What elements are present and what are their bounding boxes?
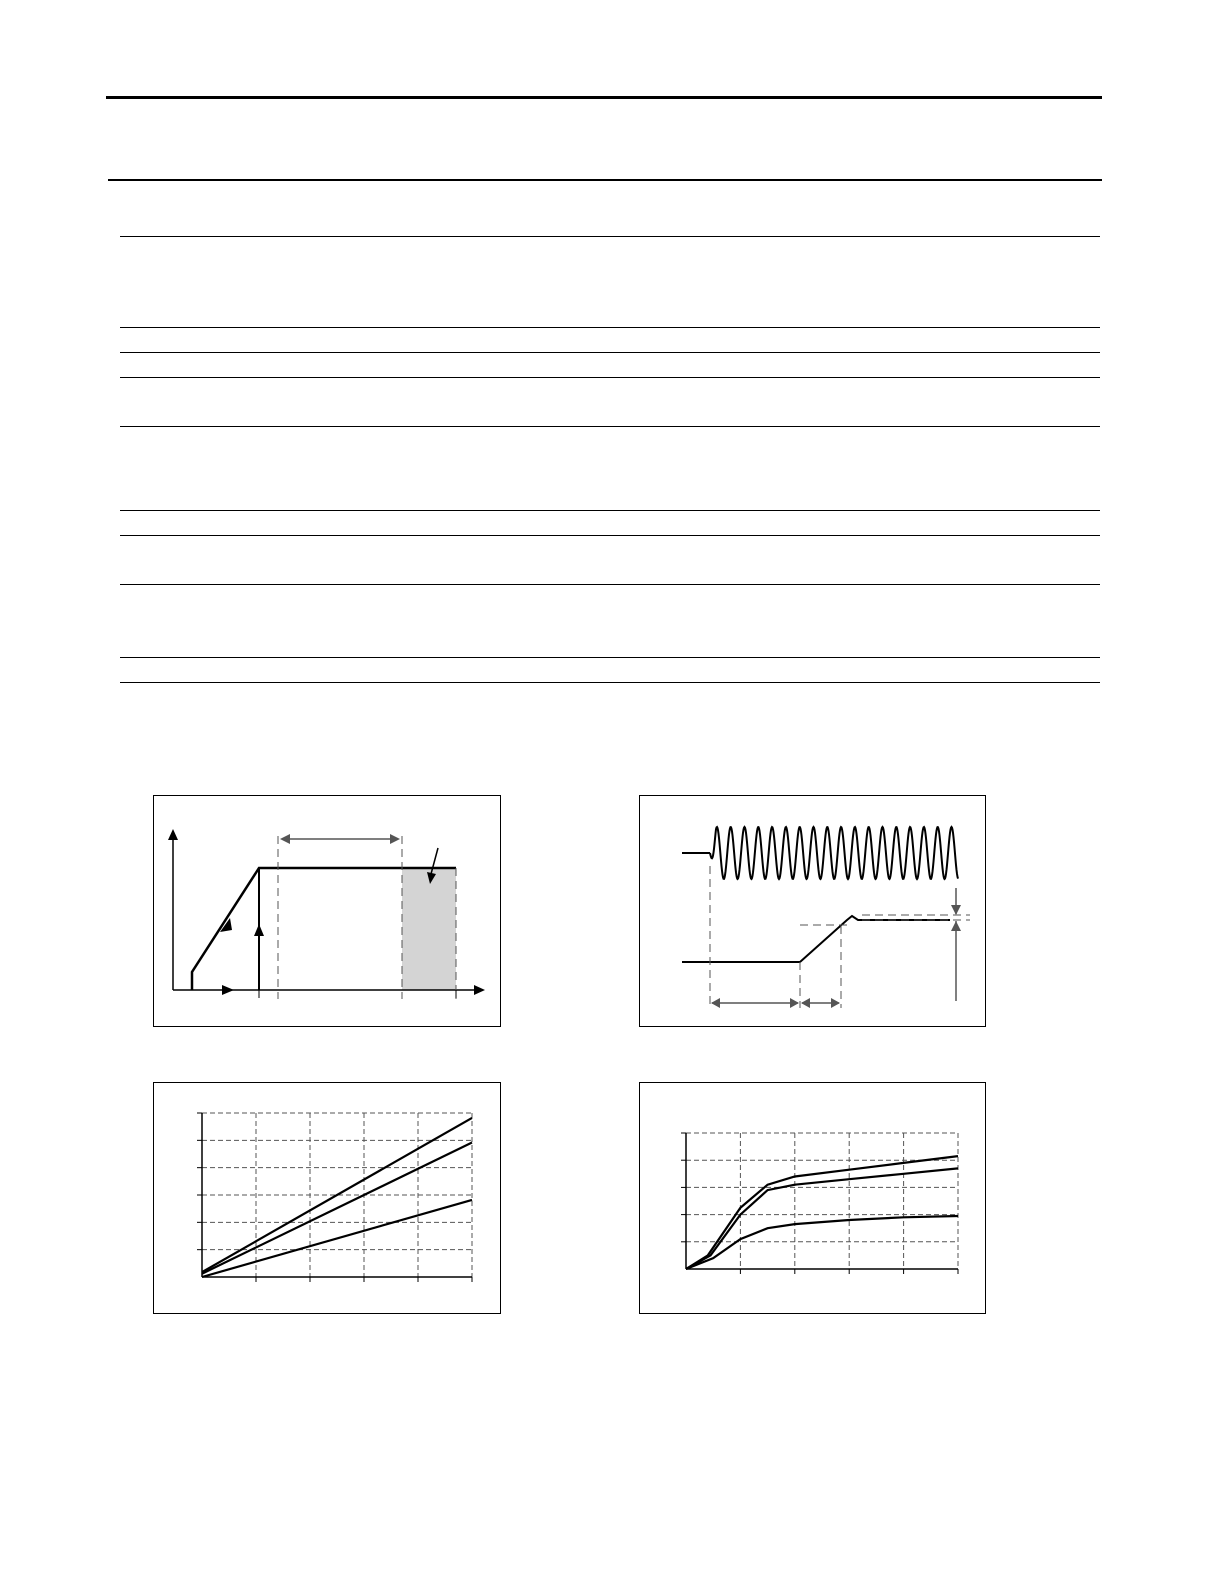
table-rule: [120, 377, 1100, 378]
shaded-region: [402, 868, 456, 990]
header-top-rule: [106, 96, 1102, 99]
y-axis-arrowhead: [168, 829, 178, 840]
table-rule: [120, 352, 1100, 353]
table-rule: [120, 426, 1100, 427]
table-rule: [120, 682, 1100, 683]
profile-diagram-svg: [154, 796, 500, 1026]
figure-waveform-diagram: [639, 795, 986, 1027]
figure-linear-chart: [153, 1082, 501, 1314]
amplitude-ramp: [682, 916, 950, 962]
figure-saturation-chart: [639, 1082, 986, 1314]
x-axis-arrowhead: [474, 985, 485, 995]
saturation-chart-svg: [640, 1083, 985, 1313]
table-rule: [120, 327, 1100, 328]
table-rule: [120, 236, 1100, 237]
figure-profile-diagram: [153, 795, 501, 1027]
linear-chart-svg: [154, 1083, 500, 1313]
baseline-arrowhead: [222, 985, 234, 995]
waveform-diagram-svg: [640, 796, 985, 1026]
dimension-arrowhead: [801, 998, 810, 1008]
table-rule: [120, 584, 1100, 585]
series-line: [202, 1143, 472, 1274]
dimension-arrowhead-left: [280, 834, 290, 844]
series-line: [202, 1200, 472, 1277]
oscillation-waveform: [710, 827, 958, 879]
table-rule: [120, 535, 1100, 536]
table-rule: [120, 510, 1100, 511]
header-bottom-rule: [108, 179, 1102, 181]
dimension-arrowhead: [711, 998, 720, 1008]
table-rule: [120, 657, 1100, 658]
series-line: [686, 1216, 958, 1269]
dimension-arrowhead-right: [390, 834, 400, 844]
dimension-arrowhead: [790, 998, 799, 1008]
dimension-arrowhead: [831, 998, 840, 1008]
vertical-step-arrowhead: [254, 924, 264, 936]
amplitude-marker-arrowhead: [951, 921, 961, 931]
amplitude-marker-arrowhead: [951, 905, 961, 915]
series-line: [686, 1168, 958, 1269]
header-text: [110, 120, 1100, 160]
